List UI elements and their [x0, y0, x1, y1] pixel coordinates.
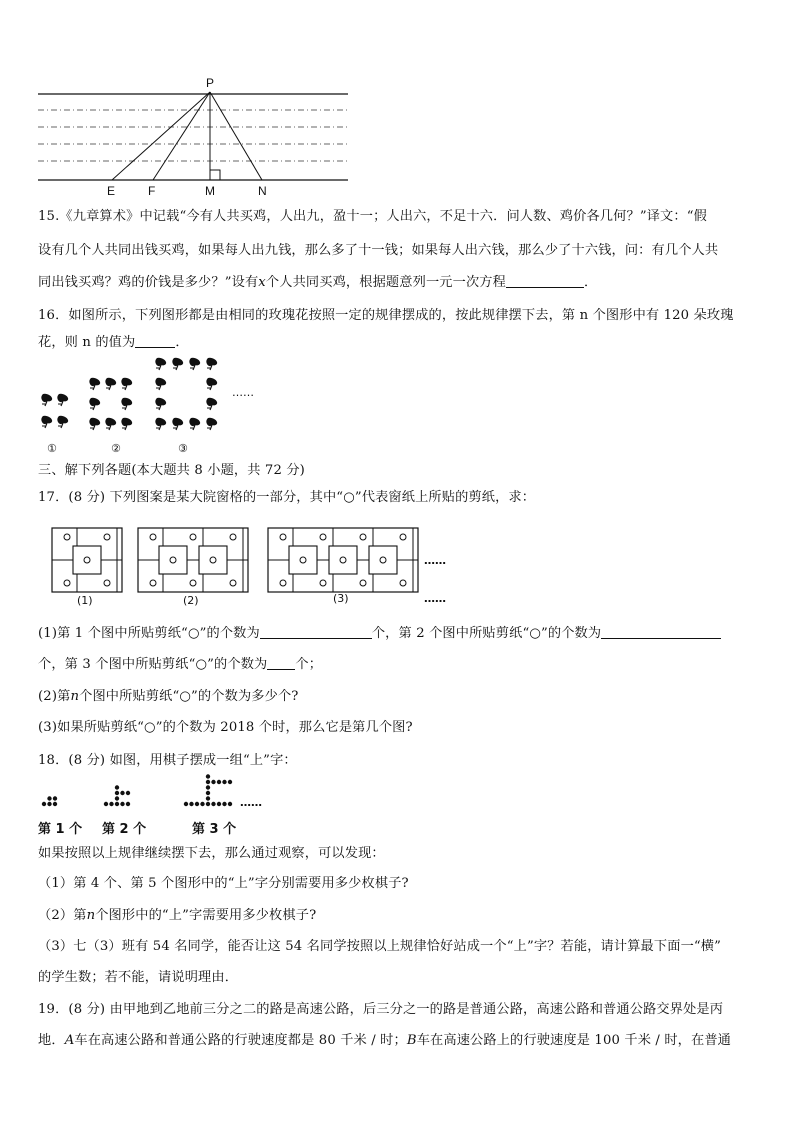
q15-line-3	[38, 273, 597, 292]
rose-icon	[154, 416, 168, 430]
chess-piece	[211, 780, 215, 784]
chess-piece	[120, 791, 124, 795]
q18-line-4	[38, 907, 316, 925]
q19-var-A: A	[64, 1033, 75, 1048]
chess-piece	[206, 791, 210, 795]
q17-var-n: n	[70, 689, 80, 704]
q19-line-1: 19．(8 分) 由甲地到乙地前三分之二的路是高速公路，后三分之一的路是普通公路，高速公路和普通公路交界处是丙	[38, 1002, 724, 1017]
window-center-square	[289, 546, 317, 574]
q18-line-2: 如果按照以上规律继续摆下去，那么通过观察，可以发现：	[38, 846, 385, 861]
q19-var-B: B	[406, 1033, 417, 1048]
rose-icon	[88, 396, 102, 410]
q18-var-n: n	[86, 908, 96, 923]
q19-line-2	[38, 1032, 731, 1050]
chess-piece	[206, 802, 210, 806]
rose-icon	[205, 356, 219, 370]
rose-icon	[154, 396, 168, 410]
q19-l2-text-b: 车在高速公路和普通公路的行驶速度都是 80 千米 / 时；	[74, 1033, 407, 1048]
q18-line-5: （3）七（3）班有 54 名同学，能否让这 54 名同学按照以上规律恰好站成一个“上”字？若能，请计算最下面一“横”	[38, 939, 722, 954]
chess-piece	[47, 802, 51, 806]
chess-piece	[206, 774, 210, 778]
papercut-circle	[280, 580, 286, 586]
q15-var-x: x	[258, 275, 266, 290]
window-center-square	[199, 546, 227, 574]
q16-line-2-text: 花，则 n 的值为	[38, 335, 136, 350]
chess-piece	[126, 802, 130, 806]
rose-icon	[171, 416, 185, 430]
q15-line-3-text-b: 个人共同买鸡，根据题意列一元一次方程	[265, 275, 506, 290]
chess-piece	[200, 802, 204, 806]
q18-label-2: 第 2 个	[102, 822, 147, 837]
q17-p1-text-d: 个；	[295, 657, 323, 672]
rose-icon	[88, 416, 102, 430]
papercut-circle	[320, 534, 326, 540]
q17-ellipsis-2: ……	[424, 592, 446, 605]
papercut-circle	[150, 534, 156, 540]
window-pattern-figure	[50, 522, 450, 612]
q17-p1-text-a: (1)第 1 个图中所贴剪纸“○”的个数为	[38, 626, 260, 641]
chess-piece	[217, 802, 221, 806]
q17-part-3: (3)如果所贴剪纸“○”的个数为 2018 个时，那么它是第几个图?	[38, 720, 413, 735]
rose-icon	[171, 356, 185, 370]
papercut-circle	[150, 580, 156, 586]
chess-piece	[195, 802, 199, 806]
chess-piece	[222, 780, 226, 784]
window-pattern-svg	[50, 522, 450, 594]
q16-line-2-end: ．	[175, 335, 189, 350]
papercut-circle	[190, 580, 196, 586]
q17-blank-2[interactable]	[601, 624, 721, 639]
window-center-square	[159, 546, 187, 574]
papercut-circle	[320, 580, 326, 586]
q15-line-3-text-a: 同出钱买鸡？鸡的价钱是多少？”设有	[38, 275, 259, 290]
chess-piece	[217, 780, 221, 784]
chess-piece	[228, 802, 232, 806]
chess-piece	[115, 802, 119, 806]
rose-icon	[56, 414, 70, 428]
chess-piece	[206, 796, 210, 800]
section-3-heading: 三、解下列各题(本大题共 8 小题，共 72 分)	[38, 463, 305, 478]
papercut-circle	[230, 580, 236, 586]
rose-icon	[104, 376, 118, 390]
q17-p2-text-b: 个图中所贴剪纸“○”的个数为多少个?	[79, 689, 299, 704]
rose-icon	[40, 414, 54, 428]
chess-piece	[120, 802, 124, 806]
label-F: F	[148, 184, 156, 198]
chess-piece	[47, 796, 51, 800]
q16-answer-blank[interactable]	[135, 333, 175, 348]
road-figure-svg	[36, 84, 356, 184]
chess-piece	[211, 802, 215, 806]
q17-caption-2: (2)	[183, 594, 199, 607]
chess-piece	[222, 802, 226, 806]
q17-caption-3: (3)	[333, 592, 349, 605]
q18-l4-text-a: （2）第	[38, 908, 87, 923]
papercut-circle	[64, 580, 70, 586]
chess-piece	[42, 802, 46, 806]
rose-icon	[56, 392, 70, 406]
papercut-circle	[400, 534, 406, 540]
papercut-circle	[400, 580, 406, 586]
chess-piece	[109, 802, 113, 806]
rose-icon	[188, 356, 202, 370]
chess-piece	[126, 791, 130, 795]
chess-piece	[115, 796, 119, 800]
rose-icon	[154, 356, 168, 370]
rose-icon	[120, 396, 134, 410]
q16-line-2	[38, 333, 189, 352]
q16-caption-2: ②	[111, 442, 121, 455]
chess-piece	[189, 802, 193, 806]
rose-icon	[205, 396, 219, 410]
q18-label-1: 第 1 个	[38, 822, 83, 837]
chess-piece	[184, 802, 188, 806]
rose-icon	[88, 376, 102, 390]
q17-p1-text-b: 个，第 2 个图中所贴剪纸“○”的个数为	[371, 626, 602, 641]
q15-line-3-end: ．	[583, 275, 598, 290]
q16-ellipsis: ……	[232, 386, 254, 399]
rose-icon	[40, 392, 54, 406]
q18-label-3: 第 3 个	[192, 822, 237, 837]
q16-caption-3: ③	[178, 442, 188, 455]
papercut-circle	[104, 534, 110, 540]
q18-line-6: 的学生数；若不能，请说明理由．	[38, 970, 239, 985]
q18-ellipsis: ……	[240, 796, 262, 809]
q17-p1-text-c: 个，第 3 个图中所贴剪纸“○”的个数为	[38, 657, 268, 672]
q17-ellipsis-1: ……	[424, 554, 446, 567]
chess-piece	[115, 785, 119, 789]
q15-line-2: 设有几个人共同出钱买鸡，如果每人出九钱，那么多了十一钱；如果每人出六钱，那么少了十六钱，问：有几个人共	[38, 243, 719, 258]
q15-line-1: 15.《九章算术》中记载“今有人共买鸡，人出九，盈十一；人出六，不足十六．问人数、鸡价各几何？”译文：“假	[38, 209, 707, 224]
chess-piece	[206, 780, 210, 784]
label-P: P	[206, 76, 215, 90]
rose-icon	[120, 416, 134, 430]
papercut-circle	[280, 534, 286, 540]
papercut-circle	[360, 534, 366, 540]
chess-piece	[53, 796, 57, 800]
q17-part-1-line-2	[38, 655, 322, 674]
label-N: N	[258, 184, 267, 198]
papercut-circle	[190, 534, 196, 540]
rose-icon	[120, 376, 134, 390]
q19-l2-text-a: 地．	[38, 1033, 65, 1048]
chess-piece	[53, 802, 57, 806]
label-M: M	[205, 184, 215, 198]
rose-icon	[205, 376, 219, 390]
q17-blank-1[interactable]	[260, 624, 372, 639]
q16-line-1: 16．如图所示，下列图形都是由相同的玫瑰花按照一定的规律摆成的，按此规律摆下去，第 n 个图形中有 120 朵玫瑰	[38, 308, 734, 323]
q17-caption-1: (1)	[77, 594, 93, 607]
rose-pattern-figure	[36, 352, 276, 452]
rose-icon	[205, 416, 219, 430]
chess-piece	[206, 785, 210, 789]
q17-part-2	[38, 688, 299, 706]
window-center-square	[369, 546, 397, 574]
q18-line-1: 18．(8 分) 如图，用棋子摆成一组“上”字：	[38, 753, 297, 768]
road-figure	[36, 76, 356, 200]
q17-blank-3[interactable]	[267, 655, 295, 670]
q18-l4-text-b: 个图形中的“上”字需要用多少枚棋子?	[95, 908, 317, 923]
window-center-square	[73, 546, 101, 574]
q17-p2-text-a: (2)第	[38, 689, 71, 704]
papercut-circle	[230, 534, 236, 540]
q17-line-1: 17．(8 分) 下列图案是某大院窗格的一部分，其中“○”代表窗纸上所贴的剪纸，求：	[38, 490, 536, 505]
q16-caption-1: ①	[47, 442, 57, 455]
chess-piece	[228, 780, 232, 784]
window-center-square	[329, 546, 357, 574]
rose-icon	[188, 416, 202, 430]
papercut-circle	[64, 534, 70, 540]
chess-piece	[104, 802, 108, 806]
papercut-circle	[360, 580, 366, 586]
q18-line-3: （1）第 4 个、第 5 个图形中的“上”字分别需要用多少枚棋子?	[38, 876, 409, 891]
q19-l2-text-c: 车在高速公路上的行驶速度是 100 千米 / 时，在普通	[416, 1033, 732, 1048]
papercut-circle	[104, 580, 110, 586]
q15-answer-blank[interactable]	[506, 273, 584, 288]
rose-icon	[104, 416, 118, 430]
chess-piece	[115, 791, 119, 795]
label-E: E	[107, 184, 116, 198]
q17-part-1-line-1	[38, 624, 721, 643]
rose-icon	[154, 376, 168, 390]
